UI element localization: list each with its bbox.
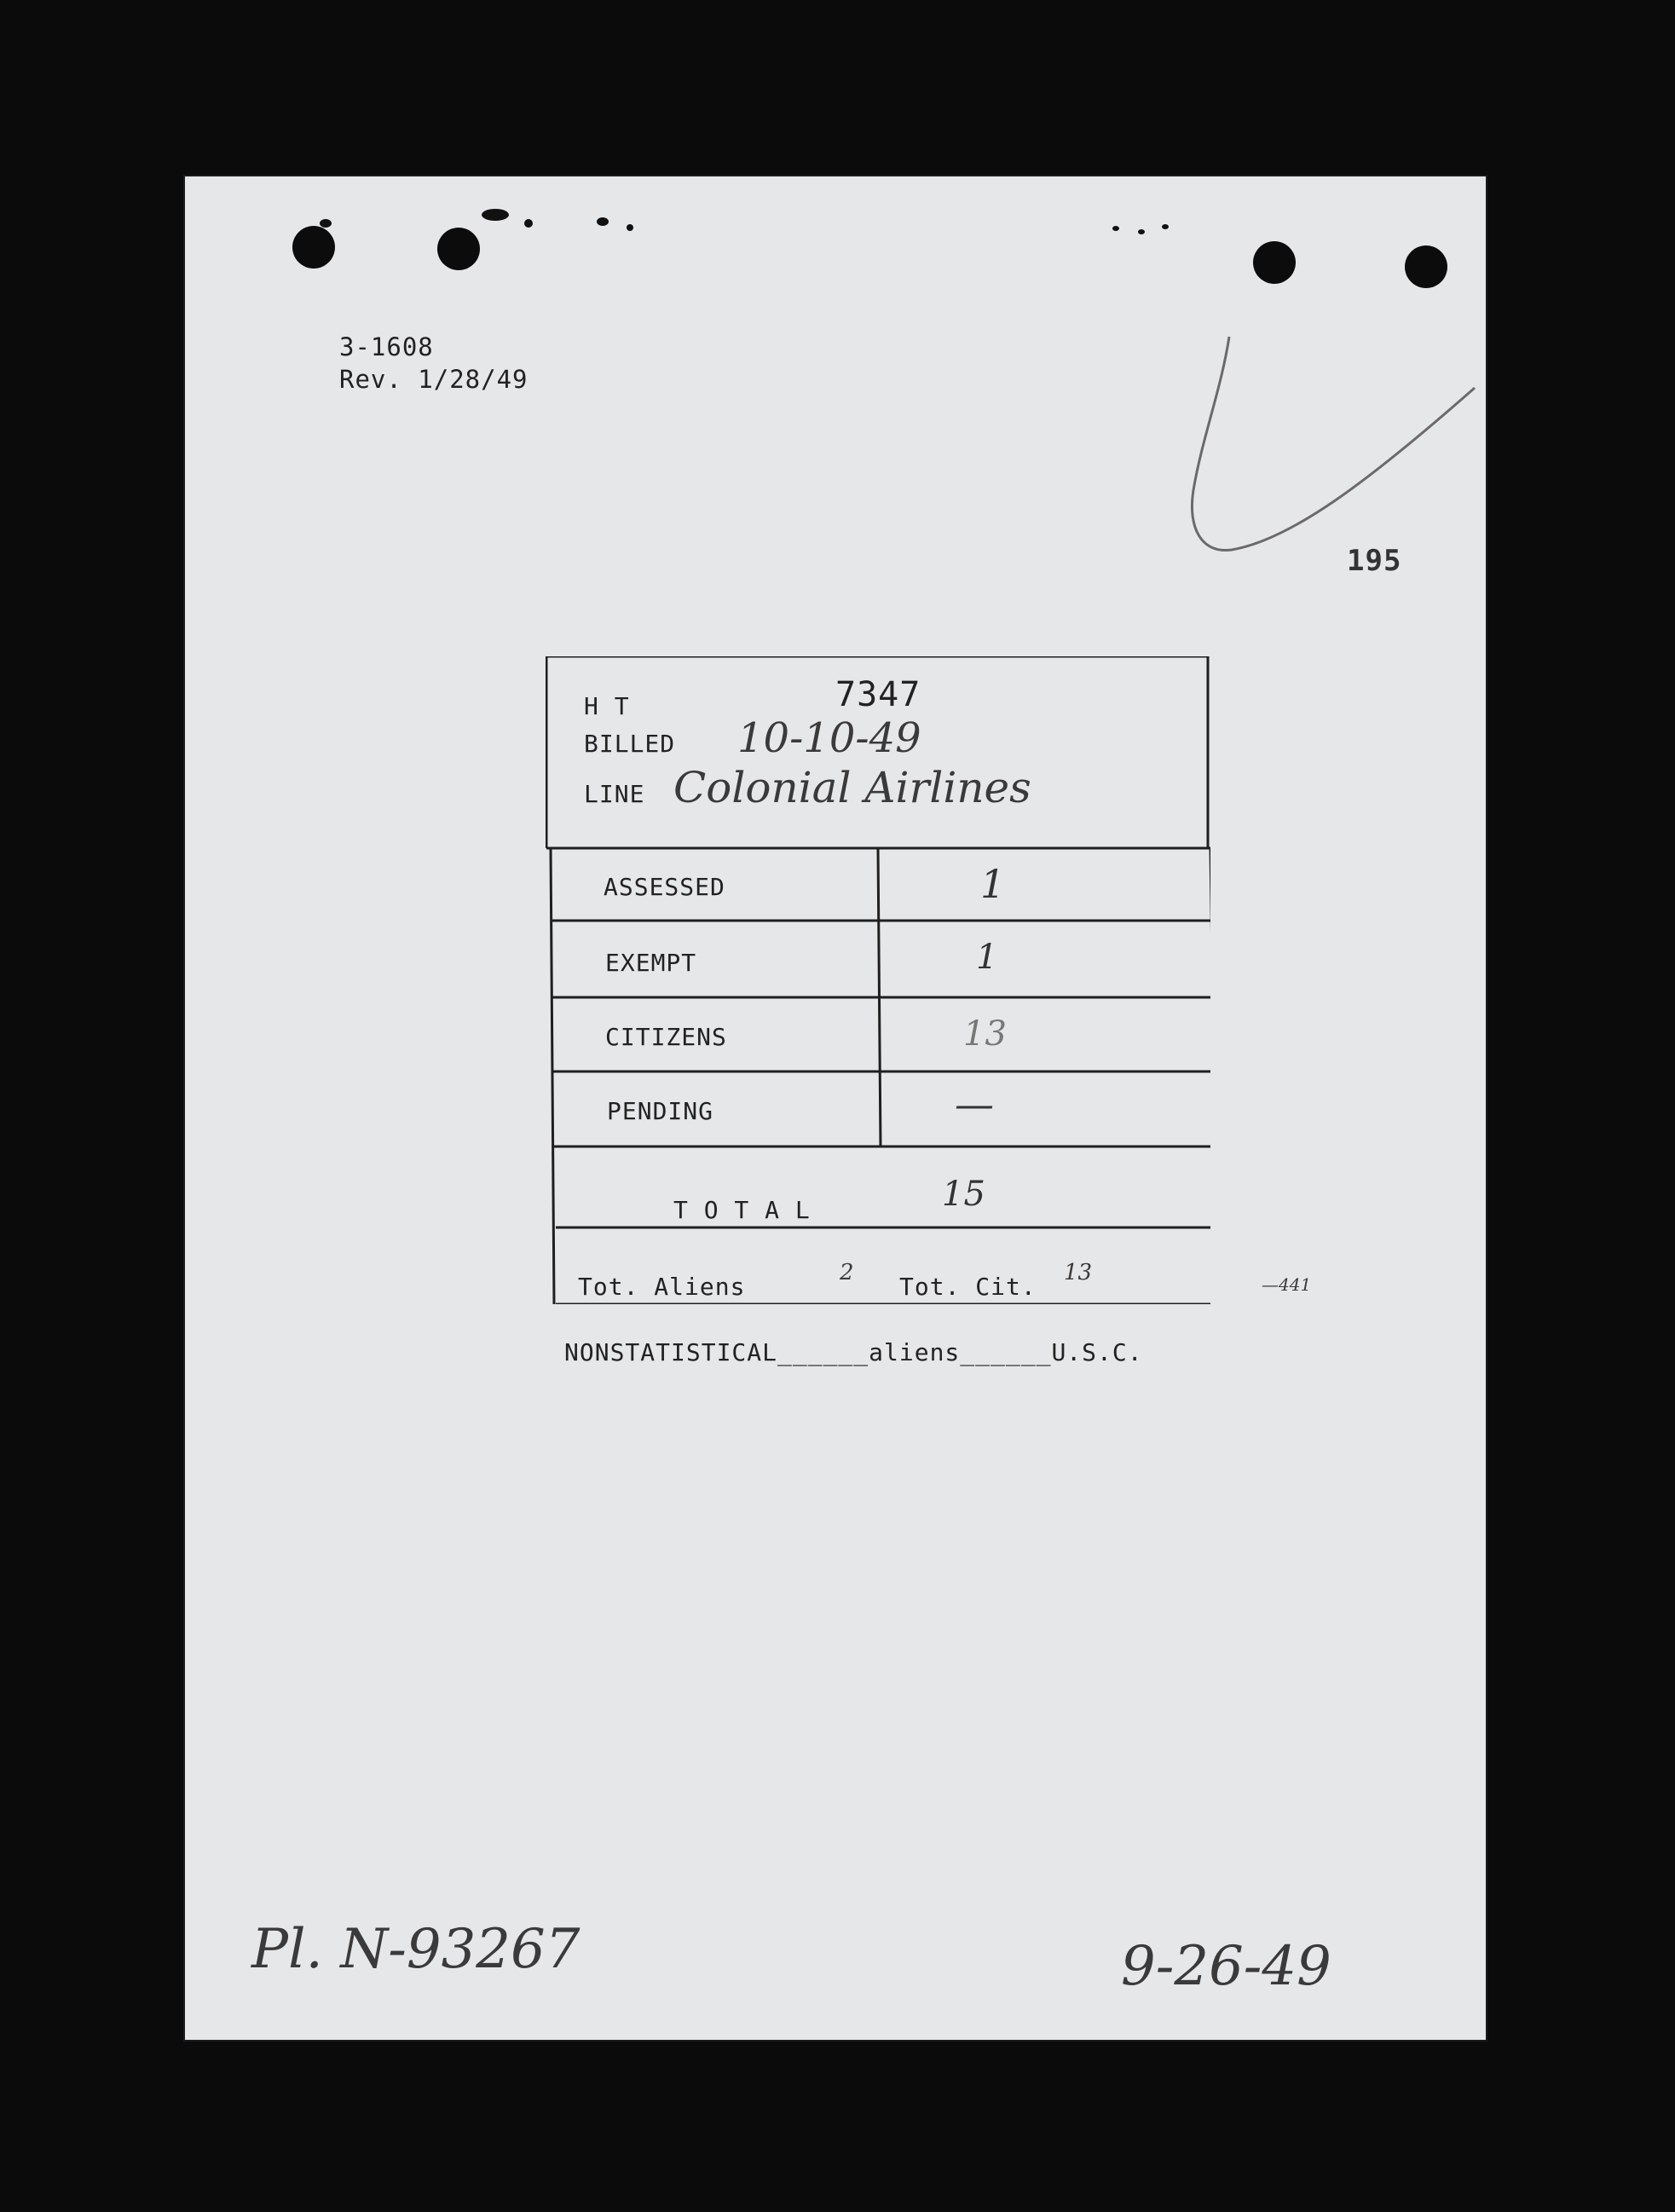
row-label-exempt: EXEMPT [605,949,697,977]
ink-speck [482,209,509,221]
page-number: 195 [1347,544,1402,578]
row-label-pending: PENDING [607,1097,714,1125]
punch-hole [437,228,480,270]
tot-cit-label: Tot. Cit. [899,1273,1037,1301]
punch-hole [292,226,335,269]
billed-label: BILLED [584,730,676,758]
total-value: 15 [942,1175,985,1214]
side-mark: —441 [1262,1274,1312,1295]
ink-speck [524,219,533,228]
row-label-assessed: ASSESSED [604,873,725,901]
row-value-exempt: 1 [976,938,998,977]
tot-aliens-value: 2 [840,1260,854,1285]
ink-speck [1138,229,1145,234]
form-number: 3-1608 [339,332,434,361]
ink-speck [1112,226,1119,231]
nonstatistical-line: NONSTATISTICAL______aliens______U.S.C. [564,1338,1143,1366]
tot-cit-value: 13 [1064,1260,1093,1285]
form-revision: Rev. 1/28/49 [339,365,528,394]
punch-hole [1405,245,1447,288]
pencil-check-mark [1121,320,1479,661]
ink-speck [1162,224,1169,229]
annotation-bottom-left: Pl. N-93267 [251,1918,580,1981]
ht-value: 7347 [835,675,921,714]
ht-label: H T [584,692,630,720]
tot-aliens-label: Tot. Aliens [578,1273,746,1301]
row-value-assessed: 1 [980,861,1006,907]
row-value-pending: — [955,1081,994,1127]
total-label: T O T A L [673,1196,811,1224]
row-value-citizens: 13 [963,1014,1007,1054]
ink-speck [320,219,332,228]
punch-hole [1253,241,1296,284]
billed-value: 10-10-49 [737,714,921,762]
line-label: LINE [584,780,645,808]
statistics-form-box [546,656,1210,1304]
ink-speck [627,224,633,231]
annotation-bottom-right: 9-26-49 [1121,1935,1331,1998]
line-value: Colonial Airlines [673,763,1031,812]
ink-speck [597,217,609,226]
row-label-citizens: CITIZENS [605,1023,727,1051]
